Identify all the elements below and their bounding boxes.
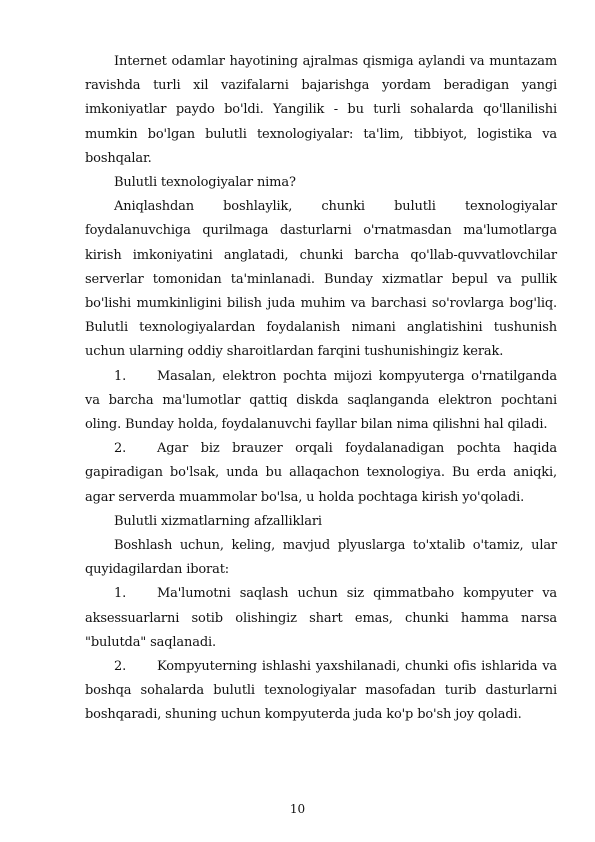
list-number: 1. <box>114 586 127 602</box>
list-item <box>85 582 557 655</box>
benefits-intro-paragraph: Boshlash uchun, keling, mavjud plyuslarga to'xtalib o'tamiz, ular quyidagilardan iborat: <box>85 538 557 578</box>
list-number: 1. <box>114 368 127 384</box>
list-number: 2. <box>114 441 127 457</box>
list-item <box>85 365 557 438</box>
definition-paragraph: Aniqlashdan boshlaylik, chunki bulutli texnologiyalar foydalanuvchiga qurilmaga dasturlarni o'rnatmasdan ma'lumotlarga kirish imkoniyatini anglatadi, chunki barcha qo'llab-quvvatlovchilar serverlar tomonidan ta'minlanadi. Bunday xizmatlar bepul va pullik bo'lishi mumkinligini bilish juda muhim va barchasi so'rovlarga bog'liq. Bulutli texnologiyalardan foydalanish nimani anglatishini tushunish uchun ularning oddiy sharoitlardan farqini tushunishingiz kerak. <box>85 199 557 360</box>
list-item-text: Kompyuterning ishlashi yaxshilanadi, chunki ofis ishlarida va boshqa sohalarda bulutli texnologiyalar masofadan turib dasturlarni boshqaradi, shuning uchun kompyuterda juda ko'p bo'sh joy qoladi. <box>85 659 557 723</box>
list-item-text: Masalan, elektron pochta mijozi kompyuterga o'rnatilganda va barcha ma'lumotlar qattiq diskda saqlanganda elektron pochtani oling. Bunday holda, foydalanuvchi fayllar bilan nima qilishni hal qiladi. <box>85 368 557 433</box>
intro-paragraph: Internet odamlar hayotining ajralmas qismiga aylandi va muntazam ravishda turli xil vazifalarni bajarishga yordam beradigan yangi imkoniyatlar paydo bo'ldi. Yangilik - bu turli sohalarda qo'llanilishi mumkin bo'lgan bulutli texnologiyalar: ta'lim, tibbiyot, logistika va boshqalar. <box>85 54 557 166</box>
document-body <box>85 50 557 728</box>
section-heading-advantages: Bulutli xizmatlarning afzalliklari <box>114 513 322 529</box>
list-item-text: Ma'lumotni saqlash uchun siz qimmatbaho kompyuter va aksessuarlarni sotib olishingiz shart emas, chunki hamma narsa "bulutda" saqlanadi. <box>85 586 557 650</box>
page-number: 10 <box>289 802 306 816</box>
list-item-text: Agar biz brauzer orqali foydalanadigan pochta haqida gapiradigan bo'lsak, unda bu allaqachon texnologiya. Bu erda aniqki, agar serverda muammolar bo'lsa, u holda pochtaga kirish yo'qoladi. <box>85 441 557 505</box>
list-item <box>85 655 557 728</box>
list-number: 2. <box>114 659 127 675</box>
list-item <box>85 437 557 510</box>
section-heading-cloud-tech: Bulutli texnologiyalar nima? <box>114 175 296 191</box>
